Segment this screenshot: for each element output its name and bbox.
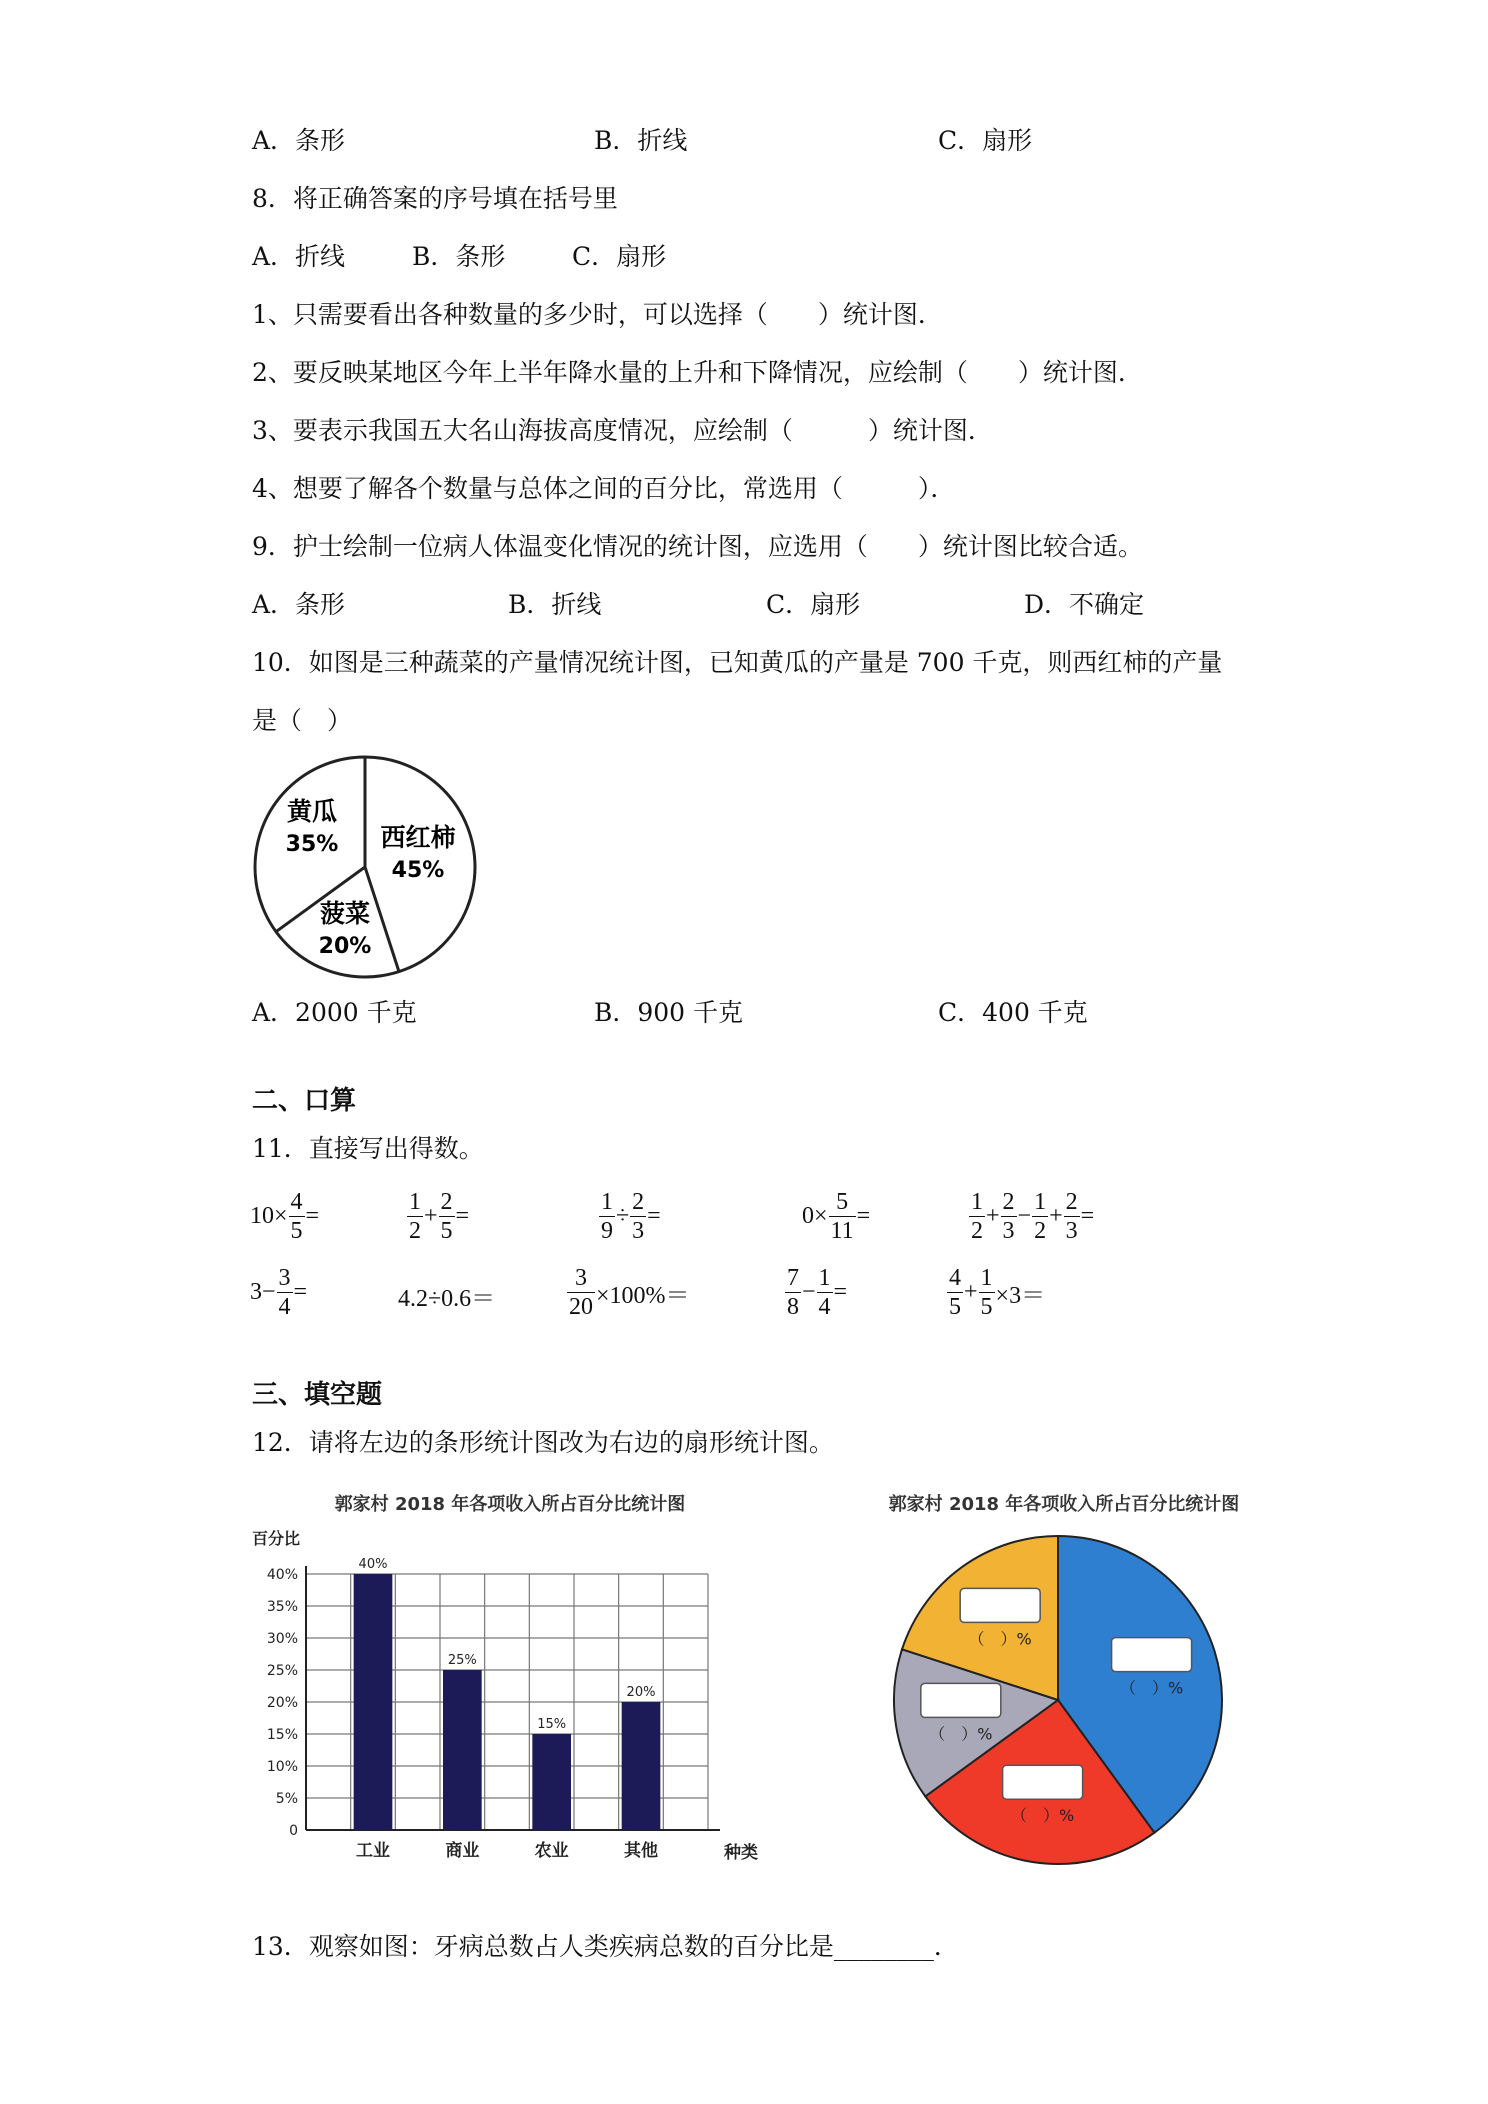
pie-blank-label-1: （ ）% — [1010, 1806, 1075, 1826]
bar-chart-title: 郭家村 2018 年各项收入所占百分比统计图 — [334, 1494, 686, 1515]
pie-label-spinach: 菠菜 — [319, 899, 371, 928]
q13-stem: 13．观察如图：牙病总数占人类疾病总数的百分比是________． — [252, 1932, 959, 1961]
q8-item-4: 4、想要了解各个数量与总体之间的百分比，常选用（ ）． — [252, 474, 956, 503]
q8-choice-a: A．折线 — [252, 242, 346, 271]
calc-r2-e1: 3− $\frac{3}{4}$ = — [250, 1265, 308, 1320]
bar-category-label: 商业 — [445, 1841, 480, 1861]
income-bar-chart — [250, 1486, 758, 1866]
q9-option-c: C．扇形 — [766, 590, 861, 619]
pie-blank-label-2: （ ）% — [929, 1724, 993, 1744]
q7-option-a: A．条形 — [252, 126, 346, 155]
q8-item-1: 1、只需要看出各种数量的多少时，可以选择（ ）统计图． — [252, 300, 943, 329]
pie-answer-box-3[interactable] — [960, 1588, 1040, 1622]
q7-option-b: B．折线 — [594, 126, 688, 155]
calc-r2-e4: $\frac{7}{8}$ − $\frac{1}{4}$ = — [787, 1265, 848, 1320]
q8-item-2: 2、要反映某地区今年上半年降水量的上升和下降情况，应绘制（ ）统计图． — [252, 358, 1143, 387]
bar-工业 — [354, 1574, 393, 1830]
bar-商业 — [443, 1670, 482, 1830]
calc-r1-e4: 0× $\frac{5}{11}$ = — [802, 1189, 871, 1244]
q10-option-b: B．900 千克 — [594, 998, 744, 1027]
q10-option-a: A．2000 千克 — [252, 998, 417, 1027]
bar-data-label: 20% — [626, 1685, 656, 1700]
pie-value-tomato: 45% — [391, 858, 445, 883]
bar-data-label: 40% — [358, 1557, 388, 1572]
calc-r1-e3: $\frac{1}{9}$ ÷ $\frac{2}{3}$ = — [601, 1189, 661, 1244]
bar-ytick-label: 5% — [275, 1791, 298, 1807]
q9-option-a: A．条形 — [252, 590, 346, 619]
q9-option-b: B．折线 — [508, 590, 602, 619]
q8-item-3: 3、要表示我国五大名山海拔高度情况，应绘制（ ）统计图． — [252, 416, 993, 445]
pie-label-cucumber: 黄瓜 — [286, 797, 338, 826]
q10-option-c: C．400 千克 — [938, 998, 1088, 1027]
bar-ytick-label: 25% — [266, 1663, 298, 1679]
calc-r1-e2: $\frac{1}{2}$ + $\frac{2}{5}$ = — [409, 1189, 470, 1244]
calc-r2-e2: 4.2÷0.6＝ — [398, 1286, 496, 1312]
bar-ytick-label: 0 — [289, 1823, 298, 1839]
bar-其他 — [622, 1702, 661, 1830]
section-3-heading: 三、填空题 — [252, 1380, 383, 1410]
pie-answer-box-0[interactable] — [1112, 1638, 1192, 1672]
bar-ytick-label: 40% — [266, 1567, 298, 1583]
bar-category-label: 农业 — [534, 1841, 569, 1861]
bar-data-label: 25% — [447, 1653, 477, 1668]
bar-ytick-label: 20% — [266, 1695, 298, 1711]
bar-ytick-label: 15% — [266, 1727, 298, 1743]
income-pie-chart — [846, 1486, 1310, 1886]
section-2-heading: 二、口算 — [252, 1086, 357, 1116]
q9-stem: 9．护士绘制一位病人体温变化情况的统计图，应选用（ ）统计图比较合适。 — [252, 532, 1143, 561]
pie-blank-label-0: （ ）% — [1119, 1678, 1184, 1698]
bar-农业 — [532, 1734, 571, 1830]
q8-choice-c: C．扇形 — [572, 242, 667, 271]
pie-value-spinach: 20% — [318, 934, 372, 959]
color-pie-title: 郭家村 2018 年各项收入所占百分比统计图 — [888, 1494, 1240, 1515]
bar-ytick-label: 30% — [266, 1631, 298, 1647]
pie-value-cucumber: 35% — [285, 832, 339, 857]
bar-chart-ylabel: 百分比 — [252, 1529, 301, 1548]
q7-option-c: C．扇形 — [938, 126, 1033, 155]
q8-stem: 8．将正确答案的序号填在括号里 — [252, 184, 618, 213]
q12-stem: 12．请将左边的条形统计图改为右边的扇形统计图。 — [252, 1428, 834, 1457]
q8-choice-b: B．条形 — [412, 242, 506, 271]
q11-stem: 11．直接写出得数。 — [252, 1134, 484, 1163]
q9-option-d: D．不确定 — [1024, 590, 1145, 619]
q10-stem-line2: 是（ ） — [252, 706, 353, 735]
pie-blank-label-3: （ ）% — [968, 1629, 1032, 1649]
calc-r1-e1: 10× $\frac{4}{5}$ = — [250, 1189, 320, 1244]
bar-chart-xlabel: 种类 — [724, 1843, 758, 1863]
pie-label-tomato: 西红柿 — [380, 823, 456, 852]
calc-r1-e5: $\frac{1}{2}$ + $\frac{2}{3}$ − $\frac{1}{2}$ + $\frac{2}{3}$ = — [971, 1189, 1095, 1244]
bar-ytick-label: 35% — [266, 1599, 298, 1615]
vegetable-pie-chart — [250, 752, 480, 982]
bar-category-label: 其他 — [624, 1841, 658, 1861]
bar-category-label: 工业 — [356, 1841, 390, 1861]
pie-answer-box-2[interactable] — [921, 1683, 1001, 1717]
calc-r2-e5: $\frac{4}{5}$ + $\frac{1}{5}$ ×3＝ — [949, 1265, 1046, 1320]
bar-ytick-label: 10% — [266, 1759, 298, 1775]
calc-r2-e3: $\frac{3}{20}$ ×100%＝ — [569, 1265, 690, 1320]
bar-data-label: 15% — [537, 1717, 567, 1732]
pie-answer-box-1[interactable] — [1003, 1765, 1083, 1799]
q10-stem-line1: 10．如图是三种蔬菜的产量情况统计图，已知黄瓜的产量是 700 千克，则西红柿的产量 — [252, 648, 1223, 677]
